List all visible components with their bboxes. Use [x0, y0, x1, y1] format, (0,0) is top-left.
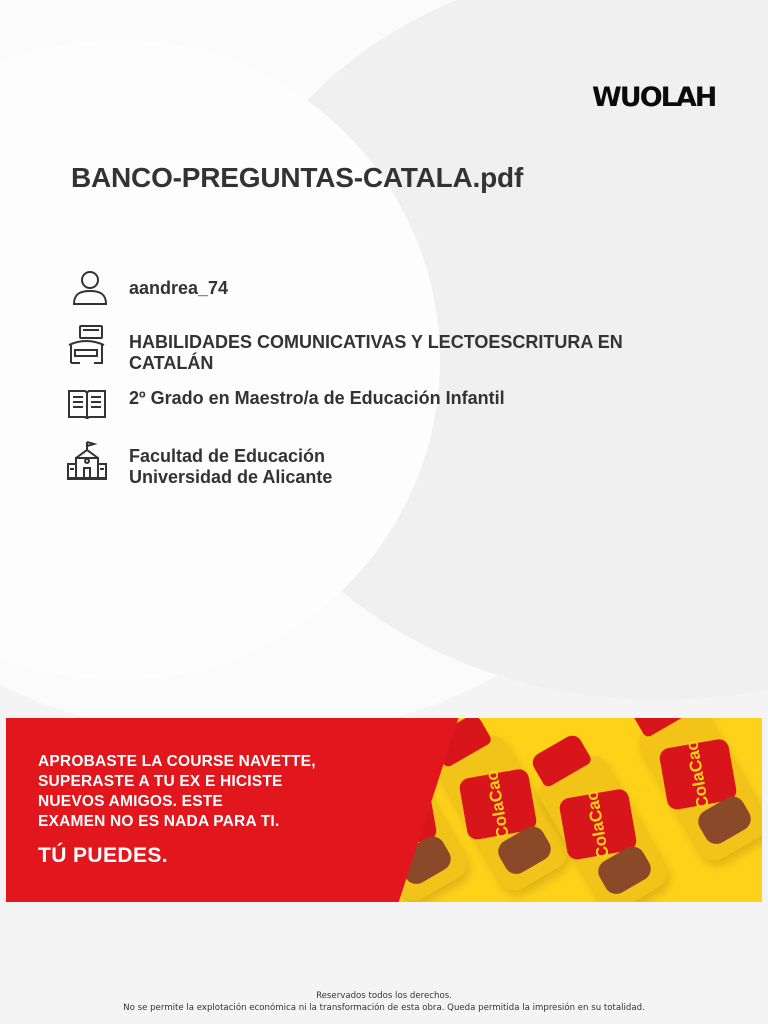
banner-headline: APROBASTE LA COURSE NAVETTE, SUPERASTE A TU EX E HICISTE NUEVOS AMIGOS. ESTE EXAMEN NO ES NADA PARA TI.	[38, 753, 316, 830]
document-title: BANCO-PREGUNTAS-CATALA.pdf	[71, 162, 524, 193]
school-building-icon	[66, 440, 108, 482]
wuolah-logo[interactable]: WUOLAH	[592, 82, 716, 113]
school-desk-icon	[66, 323, 108, 365]
author-name[interactable]: aandrea_74	[129, 278, 229, 298]
banner-cta: TÚ PUEDES.	[38, 844, 169, 867]
subject-name: HABILIDADES COMUNICATIVAS Y LECTOESCRITURA EN CATALÁN	[129, 332, 623, 373]
user-icon	[66, 267, 108, 309]
ad-banner[interactable]	[6, 718, 762, 902]
institution: Facultad de Educación Universidad de Alicante	[129, 446, 333, 487]
product-bottle-image: ColaCao	[633, 718, 762, 866]
product-bottle-image: ColaCao	[533, 750, 672, 902]
footer-rights: Reservados todos los derechos.	[316, 991, 452, 1001]
product-bottle-image: ColaCao	[433, 730, 572, 897]
open-book-icon	[66, 383, 108, 425]
degree-name: 2º Grado en Maestro/a de Educación Infantil	[129, 388, 505, 408]
footer-notice: No se permite la explotación económica ni la transformación de esta obra. Queda permitida la impresión en su totalidad.	[123, 1003, 645, 1013]
